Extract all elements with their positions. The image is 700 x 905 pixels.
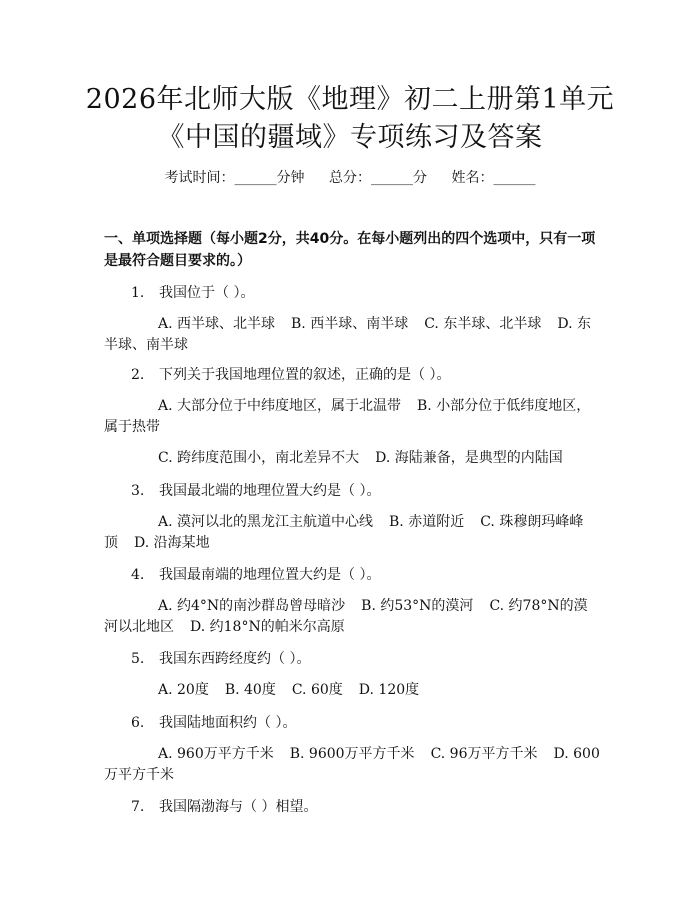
option-c: C. 跨纬度范围小，南北差异不大 [158,450,360,466]
option-d: D. 120度 [358,682,420,698]
option-c: C. 约78°N的漠河以北地区 [104,598,588,635]
question-number: 6. [131,715,145,731]
question-stem: 下列关于我国地理位置的叙述，正确的是（ ）。 [159,367,451,383]
exam-time-field: 考试时间：______分钟 [164,170,305,186]
option-a: A. 约4°N的南沙群岛曾母暗沙 [158,598,346,614]
question-2-options-second-row [104,448,601,469]
option-c: C. 60度 [291,682,343,698]
option-a: A. 960万平方千米 [158,746,274,762]
option-c: C. 珠穆朗玛峰峰顶 [104,514,584,551]
total-score-field: 总分：______分 [329,170,427,186]
question-5-options [104,680,601,701]
option-b: B. 约53°N的漠河 [361,598,474,614]
option-d: D. 沿海某地 [134,535,210,551]
question-4 [131,565,601,585]
question-2 [131,365,601,385]
question-number: 1. [131,285,145,301]
option-a: A. 西半球、北半球 [158,316,276,332]
question-number: 7. [131,799,145,815]
question-number: 2. [131,367,145,383]
question-number: 5. [131,651,145,667]
option-b: B. 西半球、南半球 [291,316,409,332]
question-number: 3. [131,483,145,499]
question-stem: 我国东西跨经度约（ ）。 [159,651,311,667]
document-title-line2: 《中国的疆域》专项练习及答案 [157,122,543,153]
question-1 [131,283,601,303]
question-3 [131,481,601,501]
document-title-line1: 2026年北师大版《地理》初二上册第1单元 [85,84,615,115]
question-stem: 我国位于（ ）。 [159,285,255,301]
option-b: B. 40度 [224,682,276,698]
option-b: B. 9600万平方千米 [289,746,415,762]
option-b: B. 赤道附近 [389,514,465,530]
option-d: D. 东半球、南半球 [104,316,591,353]
question-4-options [104,596,601,638]
option-b: B. 小部分位于低纬度地区，属于热带 [104,398,591,435]
option-a: A. 20度 [158,682,209,698]
question-3-options [104,512,601,554]
option-a: A. 大部分位于中纬度地区，属于北温带 [158,398,402,414]
question-stem: 我国最北端的地理位置大约是（ ）。 [159,483,381,499]
option-c: C. 东半球、北半球 [424,316,542,332]
student-name-field: 姓名：______ [451,170,536,186]
option-d: D. 海陆兼备，是典型的内陆国 [375,450,563,466]
section-heading: 一、单项选择题（每小题2分，共40分。在每小题列出的四个选项中，只有一项是最符合题目要求的。） [104,231,596,269]
question-5 [131,649,601,669]
option-d: D. 600万平方千米 [104,746,600,783]
question-stem: 我国隔渤海与（ ）相望。 [159,799,318,815]
question-number: 4. [131,567,145,583]
question-stem: 我国最南端的地理位置大约是（ ）。 [159,567,381,583]
option-a: A. 漠河以北的黑龙江主航道中心线 [158,514,374,530]
question-1-options [104,314,601,356]
question-2-options [104,396,601,438]
question-6 [131,713,601,733]
exam-info-line [0,168,700,188]
option-c: C. 96万平方千米 [430,746,538,762]
question-7 [131,797,601,817]
question-stem: 我国陆地面积约（ ）。 [159,715,297,731]
question-6-options [104,744,601,786]
option-d: D. 约18°N的帕米尔高原 [190,619,345,635]
